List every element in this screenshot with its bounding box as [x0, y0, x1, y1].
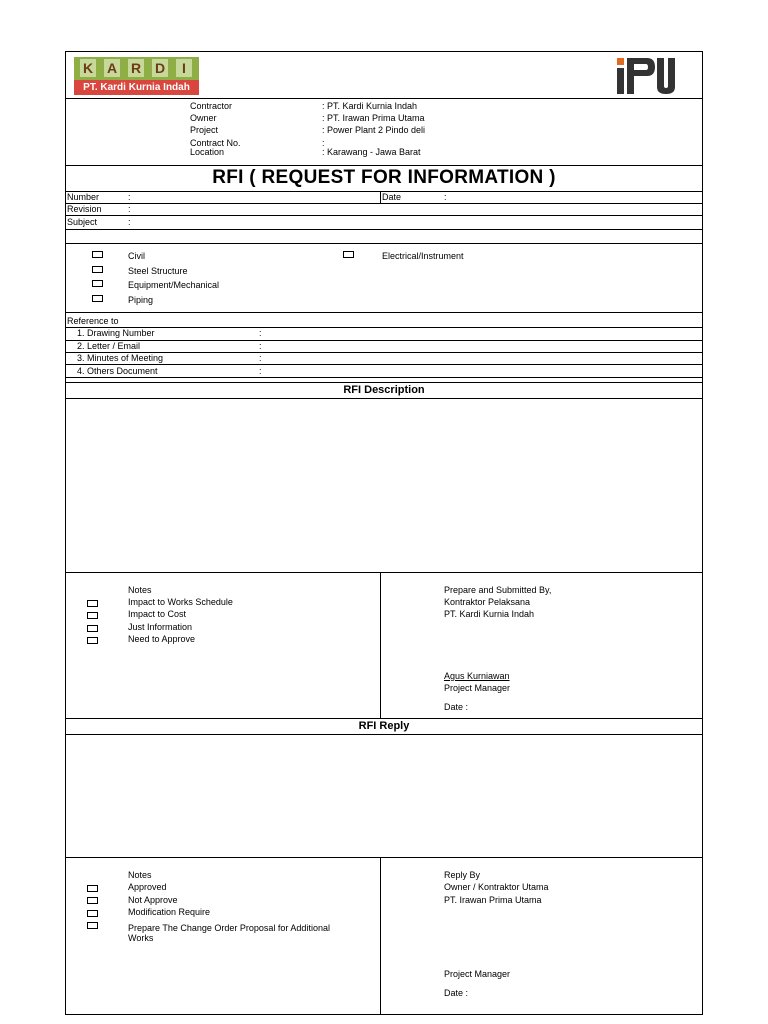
contract-no-value: : — [322, 138, 325, 148]
steel-structure-label: Steel Structure — [128, 266, 188, 276]
divider — [65, 382, 703, 383]
logo-company-name: PT. Kardi Kurnia Indah — [74, 80, 199, 95]
revision-colon: : — [128, 204, 131, 214]
modification-require-checkbox[interactable] — [87, 910, 98, 917]
divider — [65, 243, 703, 244]
change-order-checkbox[interactable] — [87, 922, 98, 929]
reference-heading: Reference to — [67, 316, 119, 326]
divider — [380, 191, 381, 203]
prepared-by-label: Prepare and Submitted By, — [444, 585, 552, 595]
divider — [65, 718, 703, 719]
rfi-description-area[interactable] — [66, 400, 702, 571]
reply-by-label: Reply By — [444, 870, 481, 880]
rfi-reply-title: RFI Reply — [358, 720, 410, 732]
subject-colon: : — [128, 217, 131, 227]
project-value: : Power Plant 2 Pindo deli — [322, 125, 426, 135]
impact-cost-label: Impact to Cost — [128, 609, 187, 619]
reference-colon: : — [259, 366, 262, 376]
logo-banner — [74, 57, 199, 80]
reference-colon: : — [259, 353, 262, 363]
reference-colon: : — [259, 328, 262, 338]
contractor-label: Contractor — [190, 101, 233, 111]
logo-letter: A — [104, 59, 120, 77]
divider — [65, 734, 703, 735]
number-colon: : — [128, 192, 131, 202]
reference-item-drawing: 1. Drawing Number — [77, 328, 155, 338]
change-order-label-line2: Works — [128, 933, 154, 943]
just-information-label: Just Information — [128, 622, 193, 632]
divider — [65, 203, 703, 204]
reference-item-letter: 2. Letter / Email — [77, 341, 141, 351]
divider — [380, 857, 381, 1014]
number-label: Number — [67, 192, 100, 202]
piping-checkbox[interactable] — [92, 295, 103, 302]
location-value: : Karawang - Jawa Barat — [322, 147, 421, 157]
impact-cost-checkbox[interactable] — [87, 612, 98, 619]
civil-checkbox[interactable] — [92, 251, 103, 258]
notes-heading: Notes — [128, 585, 152, 595]
project-label: Project — [190, 125, 219, 135]
logo-letter: R — [128, 59, 144, 77]
reply-notes-heading: Notes — [128, 870, 152, 880]
divider — [65, 377, 703, 378]
equipment-mechanical-label: Equipment/Mechanical — [128, 280, 220, 290]
contractor-value: : PT. Kardi Kurnia Indah — [322, 101, 418, 111]
rfi-reply-area[interactable] — [66, 736, 702, 856]
owner-value: : PT. Irawan Prima Utama — [322, 113, 425, 123]
divider — [65, 364, 703, 365]
logo-letter: I — [176, 59, 192, 77]
contract-no-label: Contract No. — [190, 138, 241, 148]
not-approve-label: Not Approve — [128, 895, 178, 905]
approved-label: Approved — [128, 882, 167, 892]
owner-label: Owner — [190, 113, 217, 123]
divider — [65, 857, 703, 858]
page-title: RFI ( REQUEST FOR INFORMATION ) — [212, 167, 556, 188]
divider — [65, 229, 703, 230]
reference-item-minutes: 3. Minutes of Meeting — [77, 353, 164, 363]
divider — [65, 327, 703, 328]
change-order-label-line1: Prepare The Change Order Proposal for Additional — [128, 923, 330, 933]
electrical-instrument-checkbox[interactable] — [343, 251, 354, 258]
steel-structure-checkbox[interactable] — [92, 266, 103, 273]
date-label: Date — [382, 192, 402, 202]
reply-signer-role: Project Manager — [444, 969, 511, 979]
reply-date: Date : — [444, 988, 469, 998]
civil-label: Civil — [128, 251, 145, 261]
logo-letter: K — [80, 59, 96, 77]
divider — [65, 215, 703, 216]
modification-require-label: Modification Require — [128, 907, 211, 917]
subject-label: Subject — [67, 217, 98, 227]
impact-schedule-checkbox[interactable] — [87, 600, 98, 607]
impact-schedule-label: Impact to Works Schedule — [128, 597, 233, 607]
electrical-instrument-label: Electrical/Instrument — [382, 251, 464, 261]
divider — [65, 340, 703, 341]
divider — [65, 398, 703, 399]
location-label: Location — [190, 147, 225, 157]
reply-by-company: PT. Irawan Prima Utama — [444, 895, 542, 905]
reply-by-role: Owner / Kontraktor Utama — [444, 882, 549, 892]
divider — [380, 572, 381, 718]
just-information-checkbox[interactable] — [87, 625, 98, 632]
reference-colon: : — [259, 341, 262, 351]
revision-label: Revision — [67, 204, 102, 214]
divider — [65, 98, 703, 99]
rfi-description-title: RFI Description — [343, 384, 425, 396]
prepared-signer: Agus Kurniawan — [444, 671, 510, 681]
prepared-date: Date : — [444, 702, 469, 712]
equipment-mechanical-checkbox[interactable] — [92, 280, 103, 287]
prepared-role: Kontraktor Pelaksana — [444, 597, 531, 607]
reference-item-others: 4. Others Document — [77, 366, 158, 376]
divider — [65, 312, 703, 313]
need-approve-label: Need to Approve — [128, 634, 196, 644]
prepared-signer-role: Project Manager — [444, 683, 511, 693]
approved-checkbox[interactable] — [87, 885, 98, 892]
piping-label: Piping — [128, 295, 154, 305]
ipu-logo-icon — [617, 58, 675, 94]
divider — [65, 572, 703, 573]
logo-letter: D — [152, 59, 168, 77]
not-approve-checkbox[interactable] — [87, 897, 98, 904]
date-colon: : — [444, 192, 447, 202]
prepared-company: PT. Kardi Kurnia Indah — [444, 609, 535, 619]
need-approve-checkbox[interactable] — [87, 637, 98, 644]
